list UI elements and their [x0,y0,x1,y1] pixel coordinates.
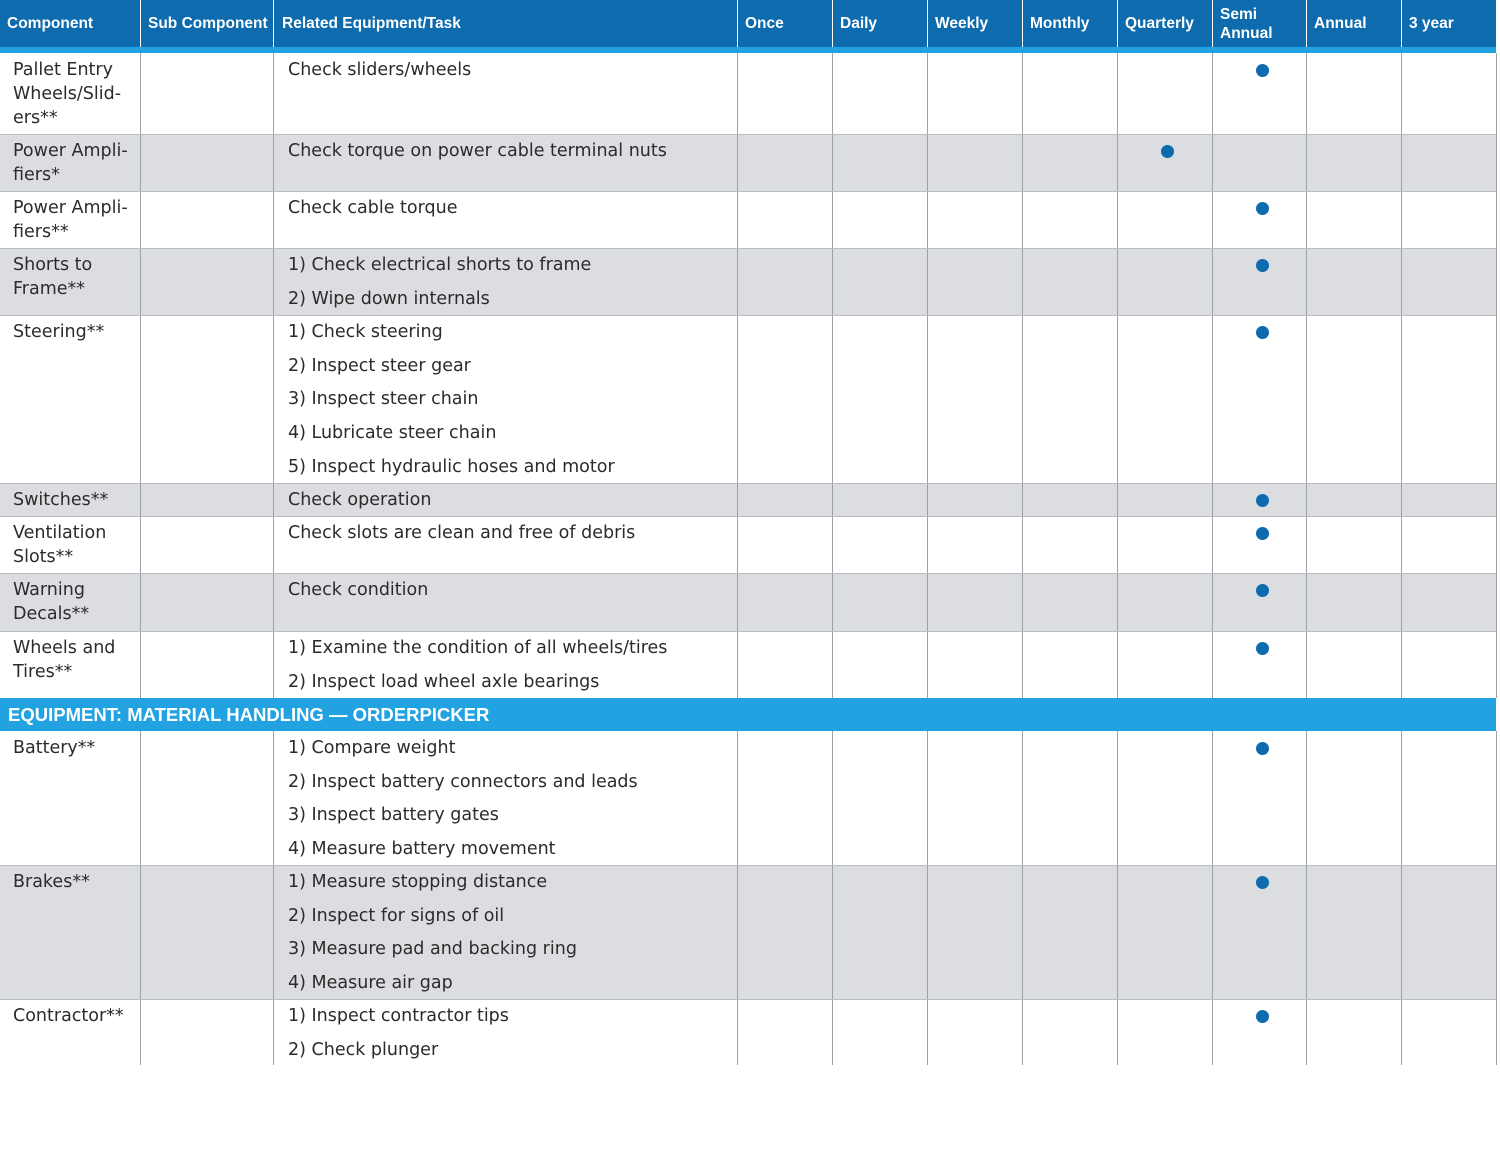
table-header [0,0,1496,47]
column-divider [1117,53,1118,698]
column-divider [1401,731,1402,1065]
component-cell: Switches** [13,490,109,510]
column-divider [1496,53,1497,698]
column-divider [737,53,738,698]
component-cell: Pallet Entry Wheels/Slid-ers** [13,60,122,128]
column-divider [273,53,274,698]
row-divider [0,134,1496,135]
header-once: Once [737,0,832,47]
row-divider [0,191,1496,192]
row-shade [0,865,1496,999]
task-line: 2) Inspect battery connectors and leads [288,771,638,792]
header-task: Related Equipment/Task [273,0,737,47]
task-line: Check condition [288,580,429,600]
header-component: Component [7,15,94,32]
column-divider [1212,53,1213,698]
task-line: 2) Inspect for signs of oil [288,905,505,926]
component-cell: Contractor** [13,1006,124,1026]
bullet-dot-icon [1161,145,1174,158]
bullet-dot-icon [1256,202,1269,215]
task-line: 3) Inspect steer chain [288,389,479,410]
task-line: 3) Measure pad and backing ring [288,939,577,960]
section-title: EQUIPMENT: MATERIAL HANDLING — ORDERPICKER [0,698,1496,731]
task-line: 3) Inspect battery gates [288,805,499,826]
task-line: 4) Measure battery movement [288,839,556,860]
row-divider [0,516,1496,517]
row-shade [0,134,1496,191]
row-divider [0,865,1496,866]
header-monthly: Monthly [1022,0,1117,47]
component-cell: Ventilation Slots** [13,523,107,567]
column-divider [1022,731,1023,1065]
column-divider [1022,53,1023,698]
column-divider [1496,731,1497,1065]
row-shade [0,573,1496,631]
header-accent-bar [0,47,1496,53]
column-divider [1306,731,1307,1065]
task-line: 1) Measure stopping distance [288,872,548,892]
task-line: 1) Check electrical shorts to frame [288,255,592,275]
component-cell: Shorts to Frame** [13,255,93,299]
task-line: Check cable torque [288,198,458,218]
component-cell: Wheels and Tires** [13,638,116,682]
task-line: 2) Inspect load wheel axle bearings [288,671,600,692]
column-divider [832,731,833,1065]
task-line: 4) Measure air gap [288,973,453,994]
header-daily: Daily [832,0,927,47]
task-line: 1) Compare weight [288,738,456,758]
bullet-dot-icon [1256,642,1269,655]
column-divider [1212,731,1213,1065]
task-line: Check sliders/wheels [288,60,472,80]
bullet-dot-icon [1256,494,1269,507]
header-quarterly: Quarterly [1117,0,1212,47]
row-divider [0,315,1496,316]
task-line: 2) Wipe down internals [288,288,490,309]
component-cell: Battery** [13,738,96,758]
bullet-dot-icon [1256,326,1269,339]
bullet-dot-icon [1256,64,1269,77]
component-cell: Brakes** [13,872,90,892]
component-cell: Warning Decals** [13,580,90,624]
task-line: 1) Examine the condition of all wheels/tires [288,638,668,658]
task-line: 5) Inspect hydraulic hoses and motor [288,456,615,477]
column-divider [927,731,928,1065]
task-line: 1) Check steering [288,322,443,342]
header-three-year: 3 year [1401,0,1496,47]
header-semi-annual: Semi Annual [1212,0,1306,47]
column-divider [273,731,274,1065]
row-shade [0,248,1496,315]
header-weekly: Weekly [927,0,1022,47]
column-divider [832,53,833,698]
column-divider [737,731,738,1065]
column-divider [1401,53,1402,698]
component-cell: Power Ampli-fiers* [13,141,128,185]
row-divider [0,483,1496,484]
header-sub-component: Sub Component [140,0,273,47]
bullet-dot-icon [1256,259,1269,272]
column-divider [140,731,141,1065]
bullet-dot-icon [1256,527,1269,540]
bullet-dot-icon [1256,584,1269,597]
task-line: Check torque on power cable terminal nuts [288,141,667,161]
component-cell: Steering** [13,322,105,342]
task-line: 4) Lubricate steer chain [288,423,497,444]
bullet-dot-icon [1256,742,1269,755]
bullet-dot-icon [1256,876,1269,889]
task-line: 1) Inspect contractor tips [288,1006,509,1026]
row-shade [0,483,1496,516]
header-annual: Annual [1306,0,1401,47]
task-line: 2) Inspect steer gear [288,355,471,376]
column-divider [1306,53,1307,698]
row-divider [0,631,1496,632]
column-divider [1117,731,1118,1065]
bullet-dot-icon [1256,1010,1269,1023]
row-divider [0,248,1496,249]
column-divider [927,53,928,698]
task-line: Check slots are clean and free of debris [288,523,636,543]
task-line: Check operation [288,490,432,510]
row-divider [0,999,1496,1000]
task-line: 2) Check plunger [288,1039,439,1060]
column-divider [140,53,141,698]
row-divider [0,573,1496,574]
component-cell: Power Ampli-fiers** [13,198,128,242]
